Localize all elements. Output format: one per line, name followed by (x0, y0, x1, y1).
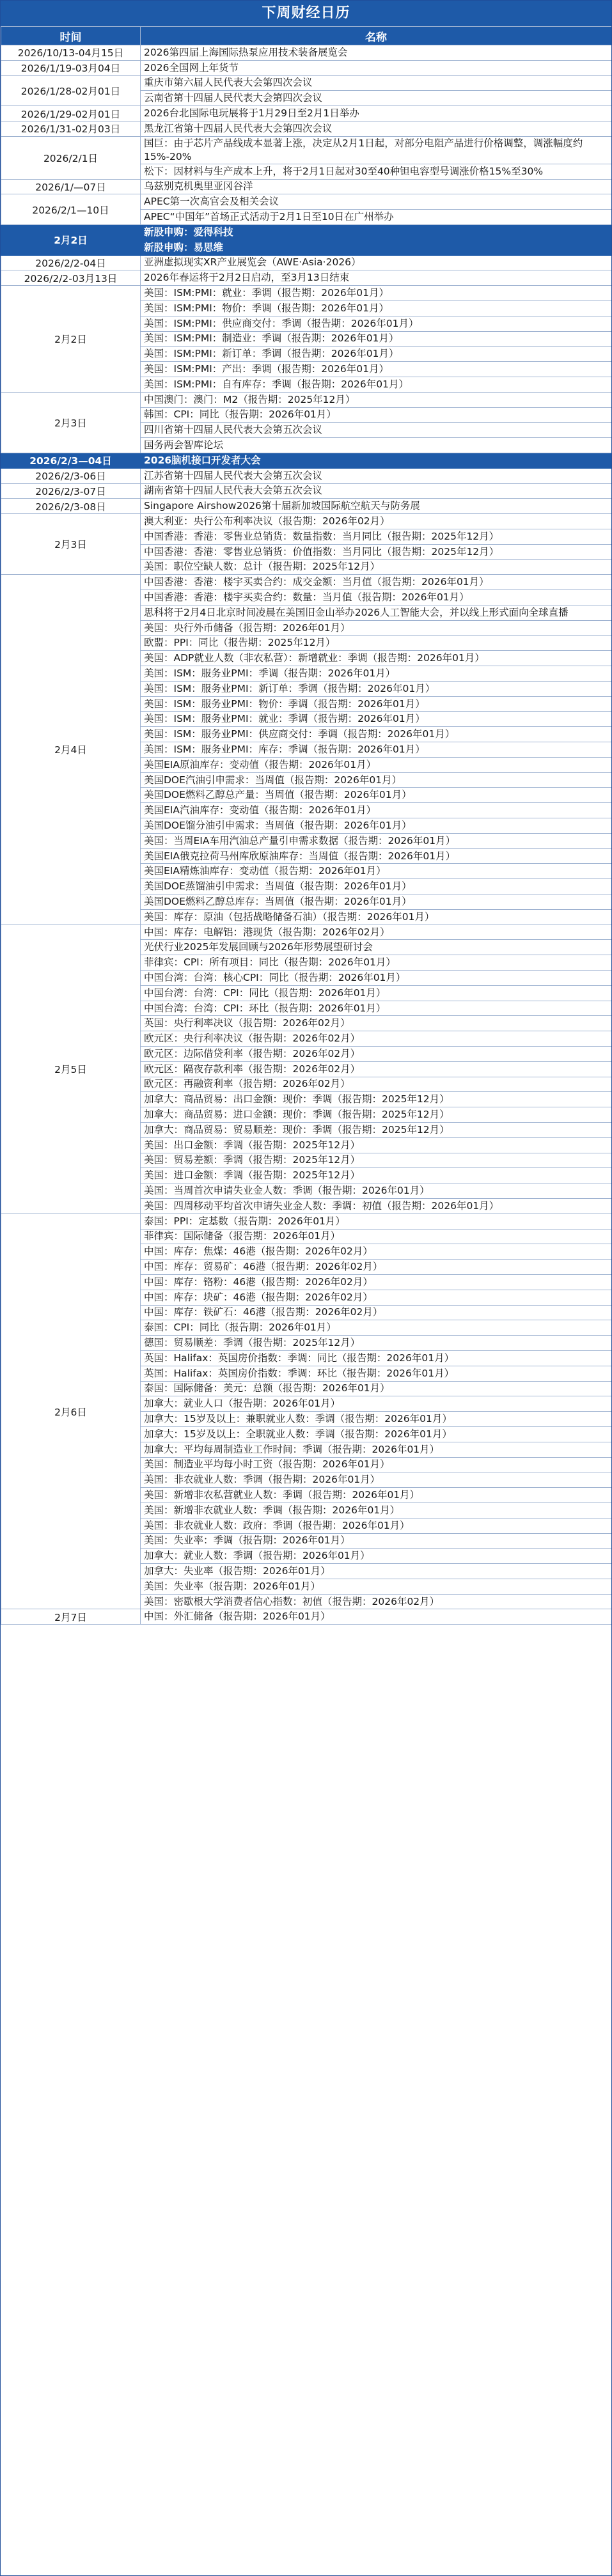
table-row (1, 286, 612, 301)
event-cell: 欧元区：隔夜存款利率（报告期：2026年02月） (141, 1061, 612, 1077)
event-cell: 美国：ISM:PMI：自有库存：季调（报告期：2026年01月） (141, 377, 612, 392)
event-cell: 中国澳门：澳门：M2（报告期：2025年12月） (141, 392, 612, 407)
date-cell: 2月6日 (1, 1214, 141, 1609)
event-cell: 中国：库存：贸易矿：46港（报告期：2026年02月） (141, 1260, 612, 1275)
date-cell: 2026/2/3-07日 (1, 483, 141, 499)
event-cell: 美国DOE燃料乙醇总产量：当周值（报告期：2026年01月） (141, 788, 612, 803)
event-cell: 美国：制造业平均每小时工资（报告期：2026年01月） (141, 1457, 612, 1472)
event-cell: 美国DOE馏分油引申需求：当周值（报告期：2026年01月） (141, 818, 612, 834)
date-cell: 2026/2/1日 (1, 136, 141, 179)
event-cell: 美国：ISM：服务业PMI：物价：季调（报告期：2026年01月） (141, 696, 612, 712)
event-cell: 新股申购：爱得科技 (141, 224, 612, 240)
date-cell: 2月7日 (1, 1609, 141, 1625)
event-cell: 重庆市第六届人民代表大会第四次会议 (141, 75, 612, 91)
event-cell: 黑龙江省第十四届人民代表大会第四次会议 (141, 121, 612, 136)
event-cell: Singapore Airshow2026第十届新加坡国际航空航天与防务展 (141, 499, 612, 514)
table-row (1, 1609, 612, 1625)
date-cell: 2026/1/29-02月01日 (1, 106, 141, 121)
table-row (1, 1214, 612, 1229)
event-cell: 英国：Halifax：英国房价指数：季调：环比（报告期：2026年01月） (141, 1366, 612, 1381)
page-title: 下周财经日历 (1, 1, 611, 26)
table-row (1, 255, 612, 270)
table-row (1, 514, 612, 529)
event-cell: 美国：ISM：服务业PMI：供应商交付：季调（报告期：2026年01月） (141, 727, 612, 742)
event-cell: 美国EIA精炼油库存：变动值（报告期：2026年01月） (141, 864, 612, 879)
event-cell: 美国：央行外币储备（报告期：2026年01月） (141, 620, 612, 636)
date-cell: 2026/2/3-08日 (1, 499, 141, 514)
date-cell: 2026/2/1—10日 (1, 194, 141, 225)
event-cell: 光伏行业2025年发展回顾与2026年形势展望研讨会 (141, 940, 612, 955)
event-cell: 美国EIA俄克拉荷马州库欣原油库存：当周值（报告期：2026年01月） (141, 848, 612, 864)
column-header-name: 名称 (141, 27, 612, 45)
event-cell: 美国：ISM:PMI：制造业：季调（报告期：2026年01月） (141, 331, 612, 347)
event-cell: 2026台北国际电玩展将于1月29日至2月1日举办 (141, 106, 612, 121)
event-cell: 加拿大：商品贸易：出口金额：现价：季调（报告期：2025年12月） (141, 1092, 612, 1107)
event-cell: 菲律宾：CPI：所有项目：同比（报告期：2026年01月） (141, 955, 612, 971)
event-cell: 中国：外汇储备（报告期：2026年01月） (141, 1609, 612, 1625)
event-cell: 德国：贸易顺差：季调（报告期：2025年12月） (141, 1336, 612, 1351)
event-cell: 美国：ISM：服务业PMI：就业：季调（报告期：2026年01月） (141, 712, 612, 727)
event-cell: 中国：库存：铬粉：46港（报告期：2026年02月） (141, 1274, 612, 1290)
event-cell: 泰国：PPI：定基数（报告期：2026年01月） (141, 1214, 612, 1229)
date-cell: 2026/1/19-03月04日 (1, 60, 141, 75)
event-cell: 美国：密歇根大学消费者信心指数：初值（报告期：2026年02月） (141, 1594, 612, 1609)
table-row (1, 468, 612, 483)
event-cell: 美国：库存：原油（包括战略储备石油）（报告期：2026年01月） (141, 909, 612, 925)
event-cell: 美国：ISM:PMI：产出：季调（报告期：2026年01月） (141, 362, 612, 377)
date-cell: 2月3日 (1, 392, 141, 453)
date-cell: 2月2日 (1, 224, 141, 255)
event-cell: 美国：当周EIA车用汽油总产量引申需求数据（报告期：2026年01月） (141, 833, 612, 848)
event-cell: 2026全国网上年货节 (141, 60, 612, 75)
event-cell: 菲律宾：国际储备（报告期：2026年01月） (141, 1229, 612, 1244)
table-row (1, 75, 612, 91)
date-cell: 2月2日 (1, 286, 141, 393)
event-cell: 中国：库存：块矿：46港（报告期：2026年02月） (141, 1290, 612, 1305)
event-cell: 松下：因材料与生产成本上升，将于2月1日起对30至40种钽电容型号调涨价格15%至30% (141, 164, 612, 179)
event-cell: 国务两会智库论坛 (141, 438, 612, 453)
table-row (1, 194, 612, 210)
event-cell: 中国台湾：台湾：CPI：同比（报告期：2026年01月） (141, 985, 612, 1001)
event-cell: 美国：非农就业人数：政府：季调（报告期：2026年01月） (141, 1518, 612, 1533)
event-cell: 加拿大：商品贸易：进口金额：现价：季调（报告期：2025年12月） (141, 1107, 612, 1123)
event-cell: 四川省第十四届人民代表大会第五次会议 (141, 423, 612, 438)
event-cell: 中国香港：香港：楼宇买卖合约：成交金额：当月值（报告期：2026年01月） (141, 575, 612, 590)
event-cell: 中国香港：香港：楼宇买卖合约：数量：当月值（报告期：2026年01月） (141, 590, 612, 605)
event-cell: 加拿大：就业人口（报告期：2026年01月） (141, 1396, 612, 1412)
event-cell: 加拿大：15岁及以上：全职就业人数：季调（报告期：2026年01月） (141, 1426, 612, 1442)
event-cell: 美国DOE汽油引申需求：当周值（报告期：2026年01月） (141, 772, 612, 788)
event-cell: 英国：央行利率决议（报告期：2026年02月） (141, 1016, 612, 1031)
event-cell: 中国香港：香港：零售业总销货：数量指数：当月同比（报告期：2025年12月） (141, 529, 612, 544)
event-cell: 美国：当周首次申请失业金人数：季调（报告期：2026年01月） (141, 1183, 612, 1199)
event-cell: 2026脑机接口开发者大会 (141, 453, 612, 468)
event-cell: 中国台湾：台湾：核心CPI：同比（报告期：2026年01月） (141, 971, 612, 986)
event-cell: 湖南省第十四届人民代表大会第五次会议 (141, 483, 612, 499)
date-cell: 2026/2/3-06日 (1, 468, 141, 483)
event-cell: 泰国：国际储备：美元：总额（报告期：2026年01月） (141, 1381, 612, 1396)
table-row (1, 453, 612, 468)
event-cell: 亚洲虚拟现实XR产业展览会（AWE·Asia·2026） (141, 255, 612, 270)
date-cell: 2026/2/2-04日 (1, 255, 141, 270)
table-row (1, 121, 612, 136)
date-cell: 2026/1/—07日 (1, 179, 141, 194)
event-cell: 韩国：CPI：同比（报告期：2026年01月） (141, 407, 612, 423)
table-row (1, 499, 612, 514)
event-cell: 美国：贸易差额：季调（报告期：2025年12月） (141, 1153, 612, 1168)
date-cell: 2月5日 (1, 925, 141, 1214)
event-cell: 欧元区：边际借贷利率（报告期：2026年02月） (141, 1047, 612, 1062)
event-cell: 美国：ISM:PMI：新订单：季调（报告期：2026年01月） (141, 347, 612, 362)
event-cell: 美国：新增非农私营就业人数：季调（报告期：2026年01月） (141, 1488, 612, 1503)
table-row (1, 60, 612, 75)
event-cell: APEC“中国年”首场正式活动于2月1日至10日在广州举办 (141, 210, 612, 225)
event-cell: 美国：非农就业人数：季调（报告期：2026年01月） (141, 1472, 612, 1488)
event-cell: 美国：进口金额：季调（报告期：2025年12月） (141, 1168, 612, 1183)
event-cell: 美国：ISM：服务业PMI：季调（报告期：2026年01月） (141, 666, 612, 682)
event-cell: 加拿大：失业率（报告期：2026年01月） (141, 1564, 612, 1579)
date-cell: 2026/10/13-04月15日 (1, 45, 141, 61)
event-cell: 江苏省第十四届人民代表大会第五次会议 (141, 468, 612, 483)
event-cell: 云南省第十四届人民代表大会第四次会议 (141, 91, 612, 106)
event-cell: 加拿大：15岁及以上：兼职就业人数：季调（报告期：2026年01月） (141, 1412, 612, 1427)
event-cell: 2026第四届上海国际热泵应用技术装备展览会 (141, 45, 612, 61)
event-cell: 美国：ISM:PMI：供应商交付：季调（报告期：2026年01月） (141, 316, 612, 331)
event-cell: 新股申购：易思维 (141, 240, 612, 255)
event-cell: 美国：职位空缺人数：总计（报告期：2025年12月） (141, 559, 612, 575)
calendar-body (1, 45, 612, 1625)
event-cell: 美国EIA汽油库存：变动值（报告期：2026年01月） (141, 803, 612, 818)
event-cell: 欧元区：央行利率决议（报告期：2026年02月） (141, 1031, 612, 1047)
date-cell: 2月4日 (1, 575, 141, 925)
event-cell: 中国：库存：焦煤：46港（报告期：2026年02月） (141, 1244, 612, 1260)
table-row (1, 483, 612, 499)
event-cell: 美国：ISM:PMI：就业：季调（报告期：2026年01月） (141, 286, 612, 301)
table-row (1, 270, 612, 286)
event-cell: 美国：ISM:PMI：物价：季调（报告期：2026年01月） (141, 301, 612, 316)
event-cell: 加拿大：平均每周制造业工作时间：季调（报告期：2026年01月） (141, 1442, 612, 1457)
table-row (1, 224, 612, 240)
date-cell: 2026/1/31-02月03日 (1, 121, 141, 136)
event-cell: 澳大利亚：央行公布利率决议（报告期：2026年02月） (141, 514, 612, 529)
event-cell: 中国：库存：铁矿石：46港（报告期：2026年02月） (141, 1305, 612, 1320)
event-cell: 中国：库存：电解铝：港现货（报告期：2026年02月） (141, 925, 612, 940)
date-cell: 2026/2/3—04日 (1, 453, 141, 468)
event-cell: 美国：四周移动平均首次申请失业金人数：季调：初值（报告期：2026年01月） (141, 1198, 612, 1214)
event-cell: 美国DOE蒸馏油引申需求：当周值（报告期：2026年01月） (141, 879, 612, 894)
date-cell: 2月3日 (1, 514, 141, 575)
event-cell: 美国EIA原油库存：变动值（报告期：2026年01月） (141, 757, 612, 772)
event-cell: 美国：失业率：季调（报告期：2026年01月） (141, 1533, 612, 1549)
event-cell: 美国：ISM：服务业PMI：库存：季调（报告期：2026年01月） (141, 742, 612, 758)
event-cell: 欧元区：再融资利率（报告期：2026年02月） (141, 1077, 612, 1092)
date-cell: 2026/2/2-03月13日 (1, 270, 141, 286)
table-row (1, 925, 612, 940)
table-row (1, 575, 612, 590)
event-cell: 乌兹别克机奥里亚冈谷洋 (141, 179, 612, 194)
event-cell: 中国香港：香港：零售业总销货：价值指数：当月同比（报告期：2025年12月） (141, 544, 612, 559)
column-header-time: 时间 (1, 27, 141, 45)
event-cell: 美国：新增非农就业人数：季调（报告期：2026年01月） (141, 1503, 612, 1518)
table-row (1, 392, 612, 407)
event-cell: 美国DOE燃料乙醇总库存：当周值（报告期：2026年01月） (141, 894, 612, 910)
event-cell: 中国台湾：台湾：CPI：环比（报告期：2026年01月） (141, 1001, 612, 1016)
event-cell: 加拿大：就业人数：季调（报告期：2026年01月） (141, 1549, 612, 1564)
event-cell: 美国：ADP就业人数（非农私营）：新增就业：季调（报告期：2026年01月） (141, 651, 612, 666)
event-cell: 国巨：由于芯片产品线成本显著上涨，决定从2月1日起，对部分电阻产品进行价格调整，调涨幅度约15%-20% (141, 136, 612, 164)
table-row (1, 106, 612, 121)
table-row (1, 136, 612, 164)
event-cell: 美国：失业率（报告期：2026年01月） (141, 1579, 612, 1594)
table-row (1, 179, 612, 194)
event-cell: 2026年春运将于2月2日启动，至3月13日结束 (141, 270, 612, 286)
event-cell: 泰国：CPI：同比（报告期：2026年01月） (141, 1320, 612, 1336)
table-row (1, 45, 612, 61)
event-cell: 欧盟：PPI：同比（报告期：2025年12月） (141, 636, 612, 651)
event-cell: 思科将于2月4日北京时间凌晨在美国旧金山举办2026人工智能大会，并以线上形式面向全球直播 (141, 605, 612, 620)
date-cell: 2026/1/28-02月01日 (1, 75, 141, 106)
event-cell: 英国：Halifax：英国房价指数：季调：同比（报告期：2026年01月） (141, 1350, 612, 1366)
calendar-table (1, 26, 612, 1625)
event-cell: 美国：ISM：服务业PMI：新订单：季调（报告期：2026年01月） (141, 681, 612, 696)
event-cell: 加拿大：商品贸易：贸易顺差：现价：季调（报告期：2025年12月） (141, 1122, 612, 1137)
table-header-row (1, 27, 612, 45)
event-cell: 美国：出口金额：季调（报告期：2025年12月） (141, 1137, 612, 1153)
event-cell: APEC第一次高官会及相关会议 (141, 194, 612, 210)
